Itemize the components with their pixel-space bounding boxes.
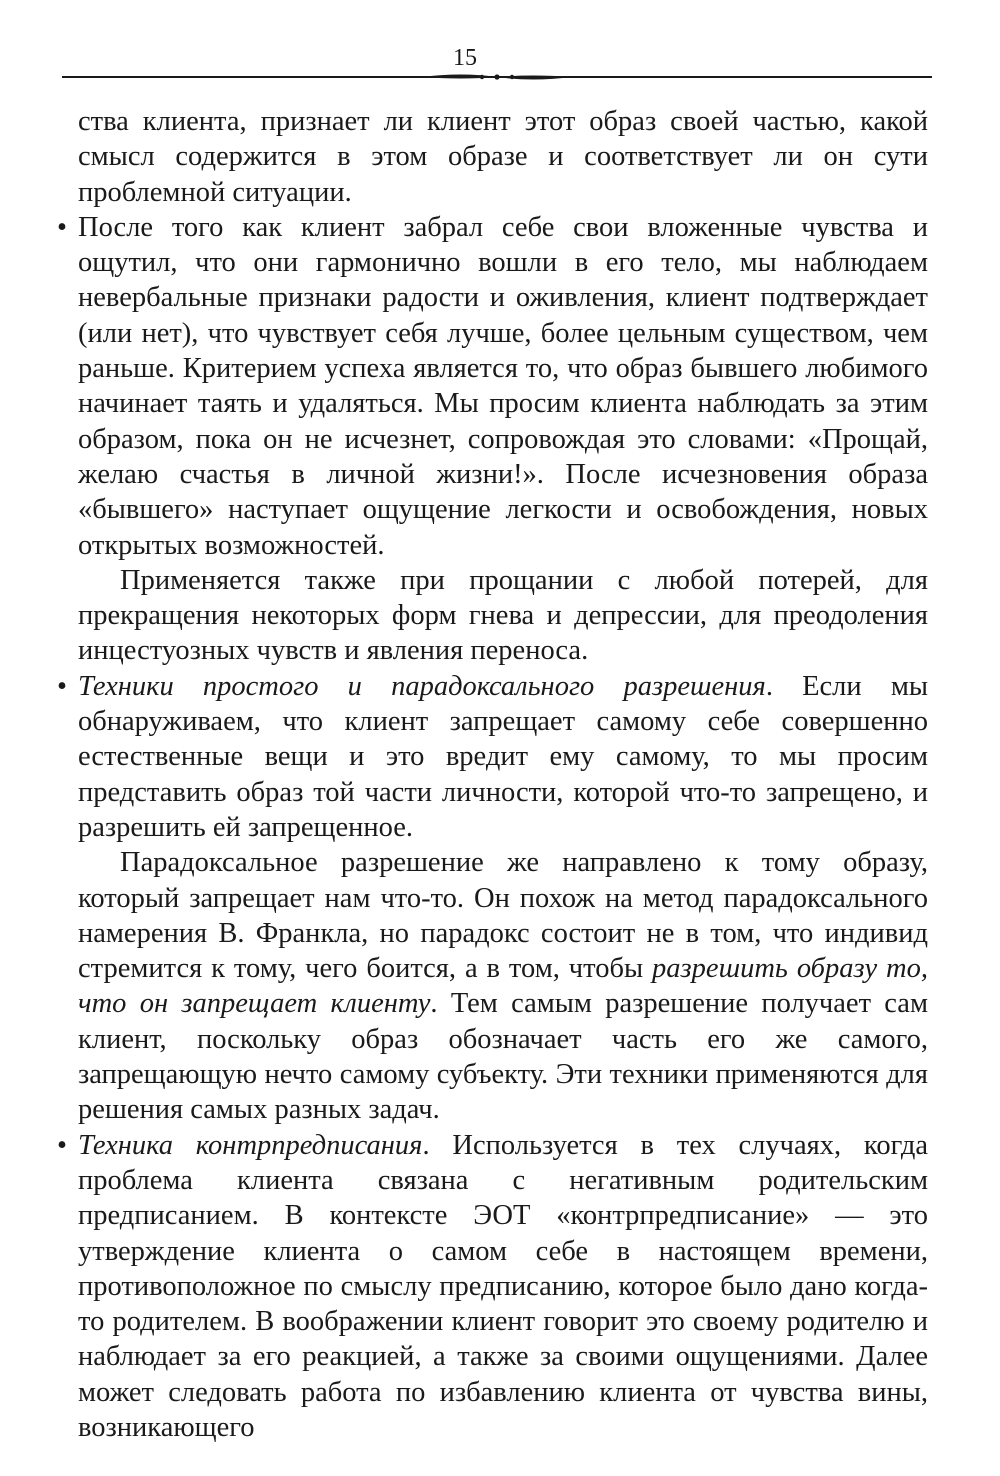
bullet-item-3-title: Техника контрпредписания	[78, 1129, 423, 1161]
bullet-item-3-text: . Используется в тех случаях, когда проблема клиента связана с негативным родительским предписанием. В контексте ЭОТ «контрпредписание» — это утверждение клиента о самом себе в настоящем времени, противоположное по смыслу предписанию, которое было дано когда-то родителем. В воображении клиент говорит это своему родителю и наблюдает за его реакцией, а также за своими ощущениями. Далее может следовать работа по избавлению клиента от чувства вины, возникающего	[78, 1129, 928, 1443]
paragraph-paradoxical	[78, 845, 928, 1127]
bullet-item-2-title: Техники простого и парадоксального разрешения	[78, 670, 766, 702]
bullet-icon: •	[57, 670, 67, 702]
bullet-item-2	[57, 669, 928, 845]
paragraph-paradoxical-b: . Тем самым разрешение получает сам клиент, поскольку образ обозначает часть его же самого, запрещающую нечто самому субъекту. Эти техники применяются для решения самых разных задач.	[78, 988, 928, 1126]
bullet-item-2-text: . Если мы обнаруживаем, что клиент запрещает самому себе совершенно естественные вещи и это вредит ему самому, то мы просим представить образ той части личности, которой что-то запрещено, и разрешить ей запрещенное.	[78, 670, 928, 843]
paragraph-application: Применяется также при прощании с любой потерей, для прекращения некоторых форм гнева и депрессии, для преодоления инцестуозных чувств и явления переноса.	[78, 564, 928, 667]
page-number: 15	[453, 45, 477, 71]
bullet-item-1	[57, 210, 928, 563]
body-text	[57, 104, 928, 1445]
paragraph-continuation: ства клиента, признает ли клиент этот образ своей частью, какой смысл содержится в этом образе и соответствует ли он сути проблемной ситуации.	[78, 106, 928, 208]
bullet-item-3	[57, 1128, 928, 1446]
header-rule	[62, 72, 932, 84]
bullet-icon: •	[57, 211, 67, 243]
bullet-icon: •	[57, 1129, 67, 1161]
bullet-item-1-text: После того как клиент забрал себе свои вложенные чувства и ощутил, что они гармонично вошли в его тело, мы наблюдаем невербальные признаки радости и оживления, клиент подтверждает (или нет), что чувствует себя лучше, более цельным существом, чем раньше. Критерием успеха является то, что образ бывшего любимого начинает таять и удаляться. Мы просим клиента наблюдать за этим образом, пока он не исчезнет, сопровождая это словами: «Прощай, желаю счастья в личной жизни!». После исчезновения образа «бывшего» наступает ощущение легкости и освобождения, новых открытых возможностей.	[78, 211, 928, 561]
paragraph-paradoxical-emphasis: разрешить образу то, что он запрещает клиенту	[78, 953, 928, 1020]
paragraph-paradoxical-a: Парадоксальное разрешение же направлено к тому образу, который запрещает нам что-то. Он похож на метод парадоксального намерения В. Франкла, но парадокс состоит не в том, что индивид стремится к тому, чего боится, а в том, чтобы	[78, 847, 928, 985]
